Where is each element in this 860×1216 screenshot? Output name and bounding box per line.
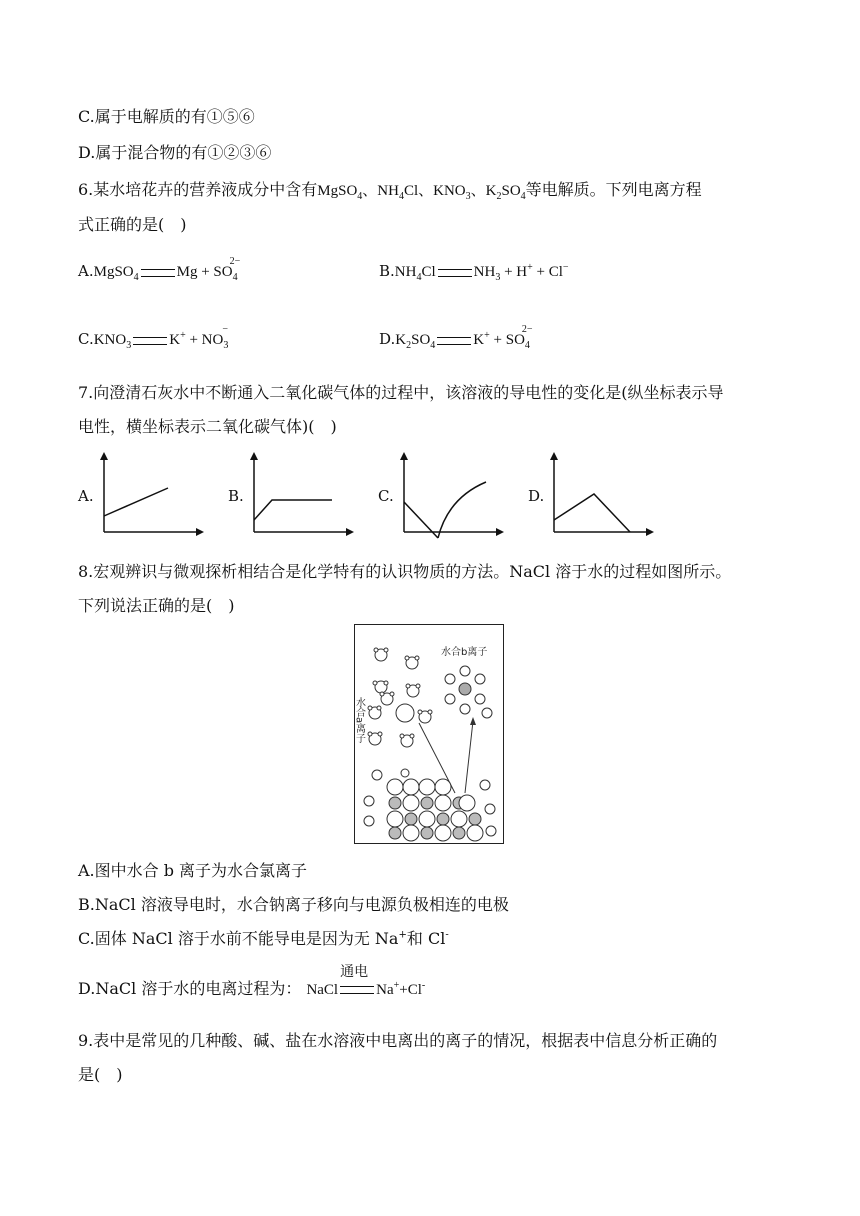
q8-stem-line2: 下列说法正确的是( ) xyxy=(78,596,235,615)
q7-stem: 7.向澄清石灰水中不断通入二氧化碳气体的过程中，该溶液的导电性的变化是(纵坐标表示导 xyxy=(78,383,724,402)
condition-electrify: 通电 xyxy=(338,979,376,998)
q8-option-d: D.NaCl 溶于水的电离过程为： NaCl 通电 Na++Cl- xyxy=(78,964,426,998)
q9-stem-line2: 是( ) xyxy=(78,1065,123,1084)
q6-option-b: $B.NH_4Cl$ $NH_3 + H^+ + Cl^-$ xyxy=(379,262,569,283)
nacl-dissolution-svg xyxy=(355,625,502,842)
q7-graph-b xyxy=(246,450,356,538)
q7-label-b: B. xyxy=(228,487,244,505)
q8-stem: 8.宏观辨识与微观探析相结合是化学特有的认识物质的方法。NaCl 溶于水的过程如图所示。 xyxy=(78,562,732,581)
q6-option-d: $D.K_2SO_4$ $K^+ + SO_4^{2-}$ xyxy=(379,324,533,351)
q7-graph-a xyxy=(96,450,206,538)
label-hydrated-a-ion: 水合a离子 xyxy=(353,697,365,744)
q7-graph-d xyxy=(546,450,656,538)
q5-option-d: D.属于混合物的有①②③⑥ xyxy=(78,143,272,162)
q8-option-b: B.NaCl 溶液导电时，水合钠离子移向与电源负极相连的电极 xyxy=(78,895,509,914)
q6-stem-line2: 式正确的是( ) xyxy=(78,215,187,234)
q6-stem: 6.某水培花卉的营养液成分中含有MgSO$_4$、$NH_4Cl$、$KNO_3$、$K_2SO_4$等电解质。下列电离方程 xyxy=(78,180,702,202)
nacl-dissolution-figure xyxy=(354,624,504,844)
q5-option-c: C.属于电解质的有①⑤⑥ xyxy=(78,107,255,126)
q9-stem: 9.表中是常见的几种酸、碱、盐在水溶液中电离出的离子的情况，根据表中信息分析正确的 xyxy=(78,1031,718,1050)
q7-label-c: C. xyxy=(378,487,394,505)
q7-label-a: A. xyxy=(78,487,94,505)
q7-graph-c xyxy=(396,450,506,538)
q7-label-d: D. xyxy=(528,487,545,505)
q6-option-a: A.MgSO$_4$ $Mg + SO_4^{2-}$ xyxy=(78,256,241,283)
q8-option-c: C.固体 NaCl 溶于水前不能导电是因为无 Na+和 Cl- xyxy=(78,929,449,948)
q8-option-a: A.图中水合 b 离子为水合氯离子 xyxy=(78,861,308,880)
q7-stem-line2: 电性，横坐标表示二氧化碳气体)( ) xyxy=(78,417,337,436)
label-hydrated-b-ion: 水合b离子 xyxy=(441,647,488,658)
q6-option-c: $C.KNO_3$ $K^+ + NO_3^-$ xyxy=(78,324,229,351)
